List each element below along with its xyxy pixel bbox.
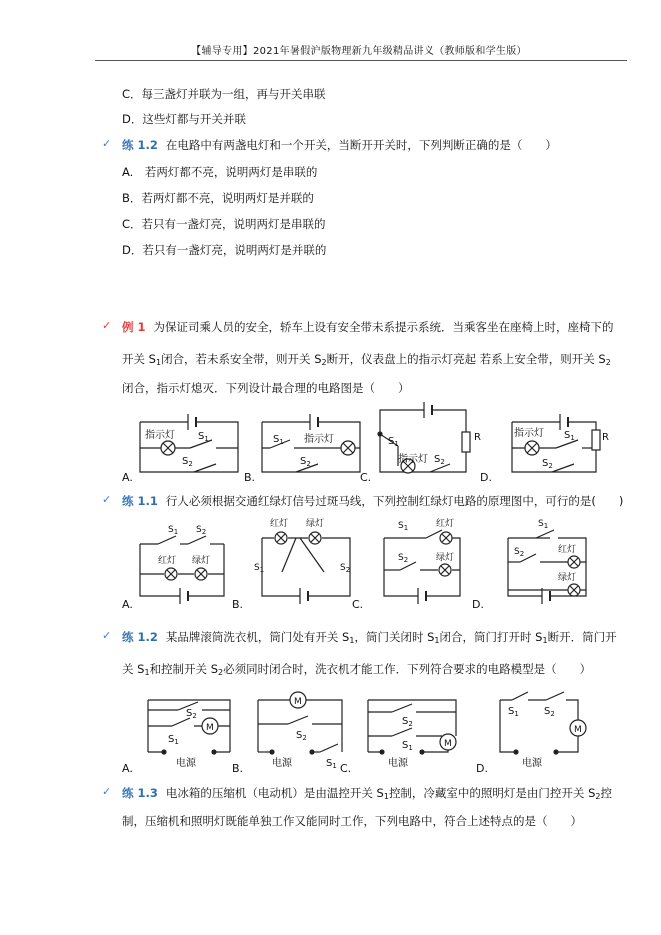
- indicator-label: 指示灯: [145, 430, 175, 441]
- check-icon: ✓: [102, 629, 112, 642]
- circuit-d: [500, 692, 586, 769]
- check-icon: ✓: [102, 137, 112, 150]
- svg-text:S1: $S_1$: [254, 563, 265, 574]
- svg-text:S1: $S_1$: [508, 706, 519, 718]
- svg-text:S2: $S_2$: [542, 458, 553, 470]
- question-tag: 练 1.1: [122, 494, 158, 508]
- circuit-a: [140, 525, 224, 604]
- svg-text:S2: $S_2$: [196, 525, 207, 536]
- question-tag: 练 1.2: [122, 138, 158, 152]
- svg-text:电源: 电源: [272, 758, 292, 769]
- circuit-b: [258, 692, 342, 770]
- option-d: D．这些灯都与开关并联: [122, 112, 246, 126]
- svg-text:S1: $S_1$: [168, 525, 179, 536]
- circuit-b: [262, 414, 360, 472]
- page-header: 【辅导专用】2021年暑假沪版物理新九年级精品讲义（教师版和学生版）: [191, 46, 527, 57]
- label-c: C.: [360, 471, 372, 484]
- svg-text:电源: 电源: [176, 758, 196, 769]
- svg-text:红灯: 红灯: [436, 519, 455, 529]
- check-icon: ✓: [102, 493, 112, 506]
- question-tag: 练 1.2: [122, 630, 158, 644]
- svg-text:红灯: 红灯: [158, 556, 177, 566]
- label-d: D.: [476, 762, 488, 775]
- question-text: 关 $S_1$和控制开关 $S_2$必须同时闭合时，洗衣机才能工作．下列符合要求的电路模型是（ ）: [122, 662, 592, 677]
- svg-text:绿灯: 绿灯: [192, 556, 211, 566]
- label-b: B.: [232, 762, 244, 775]
- circuit-c: [384, 517, 460, 604]
- svg-text:S2: $S_2$: [434, 454, 445, 466]
- svg-text:S1: $S_1$: [326, 758, 337, 770]
- circuit-a: [148, 700, 230, 769]
- svg-text:S2: $S_2$: [296, 730, 307, 742]
- question-tag: 例 1: [122, 320, 146, 334]
- svg-text:S2: $S_2$: [398, 553, 409, 564]
- svg-text:S2: $S_2$: [340, 563, 351, 574]
- question-text: 在电路中有两盏电灯和一个开关，当断开开关时，下列判断正确的是（ ）: [165, 138, 557, 152]
- svg-text:M: M: [206, 723, 214, 733]
- s2-label: $S_2$: [182, 456, 193, 468]
- question-text: 行人必须根据交通红绿灯信号过斑马线，下列控制红绿灯电路的原理图中，可行的是( ): [165, 494, 624, 508]
- svg-text:R: R: [602, 432, 609, 443]
- label-a: A.: [122, 471, 133, 484]
- header-rule: [95, 60, 627, 61]
- svg-text:S2: $S_2$: [544, 706, 555, 718]
- svg-text:S2: $S_2$: [300, 456, 311, 468]
- option-c: C．若只有一盏灯亮，说明两灯是串联的: [122, 217, 326, 231]
- svg-text:S2: $S_2$: [186, 708, 197, 720]
- question-stem: 练 1.3 电冰箱的压缩机（电动机）是由温控开关 $S_1$控制，冷藏室中的照明灯是由门控开关 $S_2$控: [122, 786, 612, 801]
- question-stem: 练 1.2 某品牌滚筒洗衣机，筒门处有开关 $S_1$，筒门关闭时 $S_1$闭合，筒门打开时 $S_1$断开．筒门开: [122, 630, 617, 645]
- label-d: D.: [480, 471, 492, 484]
- question-text: 为保证司乘人员的安全，轿车上设有安全带未系提示系统．当乘客坐在座椅上时，座椅下的: [153, 320, 614, 334]
- svg-text:绿灯: 绿灯: [306, 519, 325, 529]
- svg-text:S1: $S_1$: [388, 436, 399, 448]
- svg-text:R: R: [474, 432, 481, 443]
- label-a: A.: [122, 598, 133, 611]
- svg-text:M: M: [444, 739, 452, 749]
- question-stem: [122, 494, 623, 508]
- option-c: C．每三盏灯并联为一组，再与开关串联: [122, 87, 326, 101]
- svg-text:电源: 电源: [388, 758, 408, 769]
- s1-label: $S_1$: [198, 431, 209, 443]
- option-b: B．若两灯都不亮，说明两灯是并联的: [122, 191, 314, 205]
- svg-text:M: M: [294, 697, 302, 707]
- question-stem: [122, 138, 557, 152]
- circuit-d: [508, 519, 586, 604]
- label-b: B.: [232, 598, 244, 611]
- label-b: B.: [244, 471, 256, 484]
- circuit-c: [378, 402, 481, 473]
- question-stem: [122, 320, 614, 334]
- svg-text:S1: $S_1$: [538, 519, 549, 530]
- question-text: 闭合，指示灯熄灭．下列设计最合理的电路图是（ ）: [122, 381, 410, 395]
- label-c: C.: [352, 598, 364, 611]
- svg-text:S1: $S_1$: [273, 434, 284, 446]
- svg-text:S1: $S_1$: [168, 734, 179, 746]
- svg-text:M: M: [574, 725, 582, 735]
- svg-text:红灯: 红灯: [270, 519, 289, 529]
- check-icon: ✓: [102, 319, 112, 332]
- question-text: 制，压缩机和照明灯既能单独工作又能同时工作，下列电路中，符合上述特点的是（ ）: [122, 814, 582, 828]
- label-c: C.: [340, 762, 352, 775]
- svg-text:S1: $S_1$: [398, 521, 409, 532]
- q12b-circuit-figures: [136, 686, 616, 770]
- label-d: D.: [472, 598, 484, 611]
- label-a: A.: [122, 762, 133, 775]
- svg-text:S2: $S_2$: [514, 547, 525, 558]
- check-icon: ✓: [102, 785, 112, 798]
- svg-text:绿灯: 绿灯: [558, 573, 577, 583]
- svg-text:红灯: 红灯: [558, 545, 577, 555]
- svg-text:指示灯: 指示灯: [304, 434, 334, 445]
- svg-text:S1: $S_1$: [402, 740, 413, 752]
- svg-text:指示灯: 指示灯: [398, 454, 428, 465]
- circuit-a: [140, 414, 238, 472]
- question-tag: 练 1.3: [122, 786, 158, 800]
- option-d: D．若只有一盏灯亮，说明两灯是并联的: [122, 243, 327, 257]
- q11-circuit-figures: [130, 514, 620, 606]
- svg-text:S2: $S_2$: [402, 716, 413, 728]
- svg-text:指示灯: 指示灯: [514, 428, 544, 439]
- svg-text:电源: 电源: [522, 758, 542, 769]
- circuit-b: [254, 517, 350, 604]
- svg-text:绿灯: 绿灯: [436, 553, 455, 563]
- svg-text:S1: $S_1$: [564, 430, 575, 442]
- circuit-d: [512, 414, 609, 472]
- circuit-c: [368, 700, 456, 769]
- question-text: 开关 $S_1$闭合，若未系安全带，则开关 $S_2$断开，仪表盘上的指示灯亮起 若系上安全带，则开关 $S_2$: [122, 352, 611, 367]
- option-a: A. 若两灯都不亮，说明两灯是串联的: [122, 165, 318, 179]
